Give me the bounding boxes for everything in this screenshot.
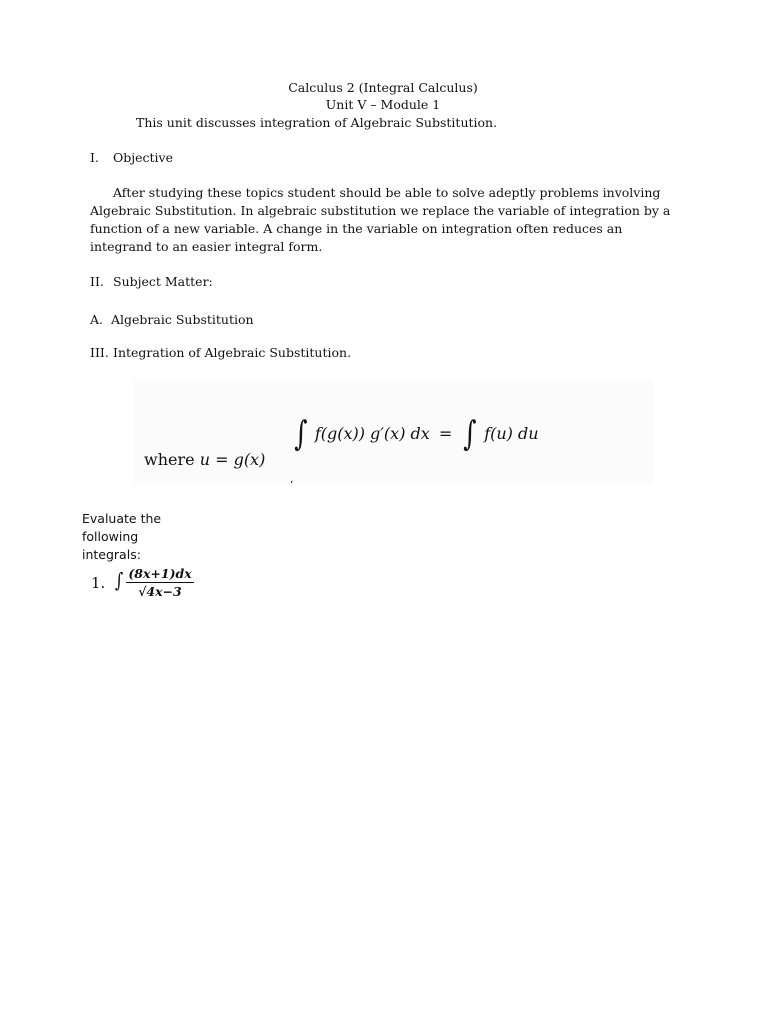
substitution-formula xyxy=(292,408,539,454)
problem-fraction xyxy=(126,566,194,599)
paragraph-line: function of a new variable. A change in the variable on integration often reduces an xyxy=(90,221,623,236)
objective-paragraph xyxy=(90,184,690,256)
formula-where-clause xyxy=(144,450,265,469)
formula-equals: = xyxy=(438,424,453,443)
integral-sign: ∫ xyxy=(463,414,477,454)
problem-number: 1. xyxy=(91,574,106,592)
document-title: Calculus 2 (Integral Calculus) xyxy=(288,80,478,95)
integral-sign: ∫ xyxy=(115,568,124,592)
fraction-numerator: (8x+1)dx xyxy=(126,566,194,583)
section-number: III. xyxy=(90,345,109,360)
instruction-line: following xyxy=(82,529,139,544)
integral-sign: ∫ xyxy=(294,414,308,454)
stray-mark: ‘ xyxy=(290,480,294,491)
substitution-formula-image xyxy=(134,380,654,484)
section-label: Subject Matter: xyxy=(113,274,213,289)
section-number: I. xyxy=(90,150,99,165)
where-word: where xyxy=(144,450,195,469)
exercise-instruction xyxy=(82,510,161,564)
fraction-denominator: √4x−3 xyxy=(138,584,182,599)
paragraph-line: integrand to an easier integral form. xyxy=(90,239,323,254)
unit-intro: This unit discusses integration of Algebraic Substitution. xyxy=(136,115,498,130)
paragraph-line: Algebraic Substitution. In algebraic substitution we replace the variable of integration by a xyxy=(90,203,671,218)
unit-module-heading: Unit V – Module 1 xyxy=(325,97,441,112)
formula-rhs: f(u) du xyxy=(484,424,539,443)
paragraph-line: After studying these topics student should be able to solve adeptly problems involving xyxy=(113,185,661,200)
section-label: Objective xyxy=(113,150,174,165)
instruction-line: Evaluate the xyxy=(82,511,162,526)
section-label: Algebraic Substitution xyxy=(111,312,254,327)
section-label: Integration of Algebraic Substitution. xyxy=(113,345,352,360)
section-number: II. xyxy=(90,274,104,289)
instruction-line: integrals: xyxy=(82,547,141,562)
formula-lhs: f(g(x)) g′(x) dx xyxy=(314,424,430,443)
where-expression: u = g(x) xyxy=(199,450,266,469)
section-number: A. xyxy=(90,312,104,327)
